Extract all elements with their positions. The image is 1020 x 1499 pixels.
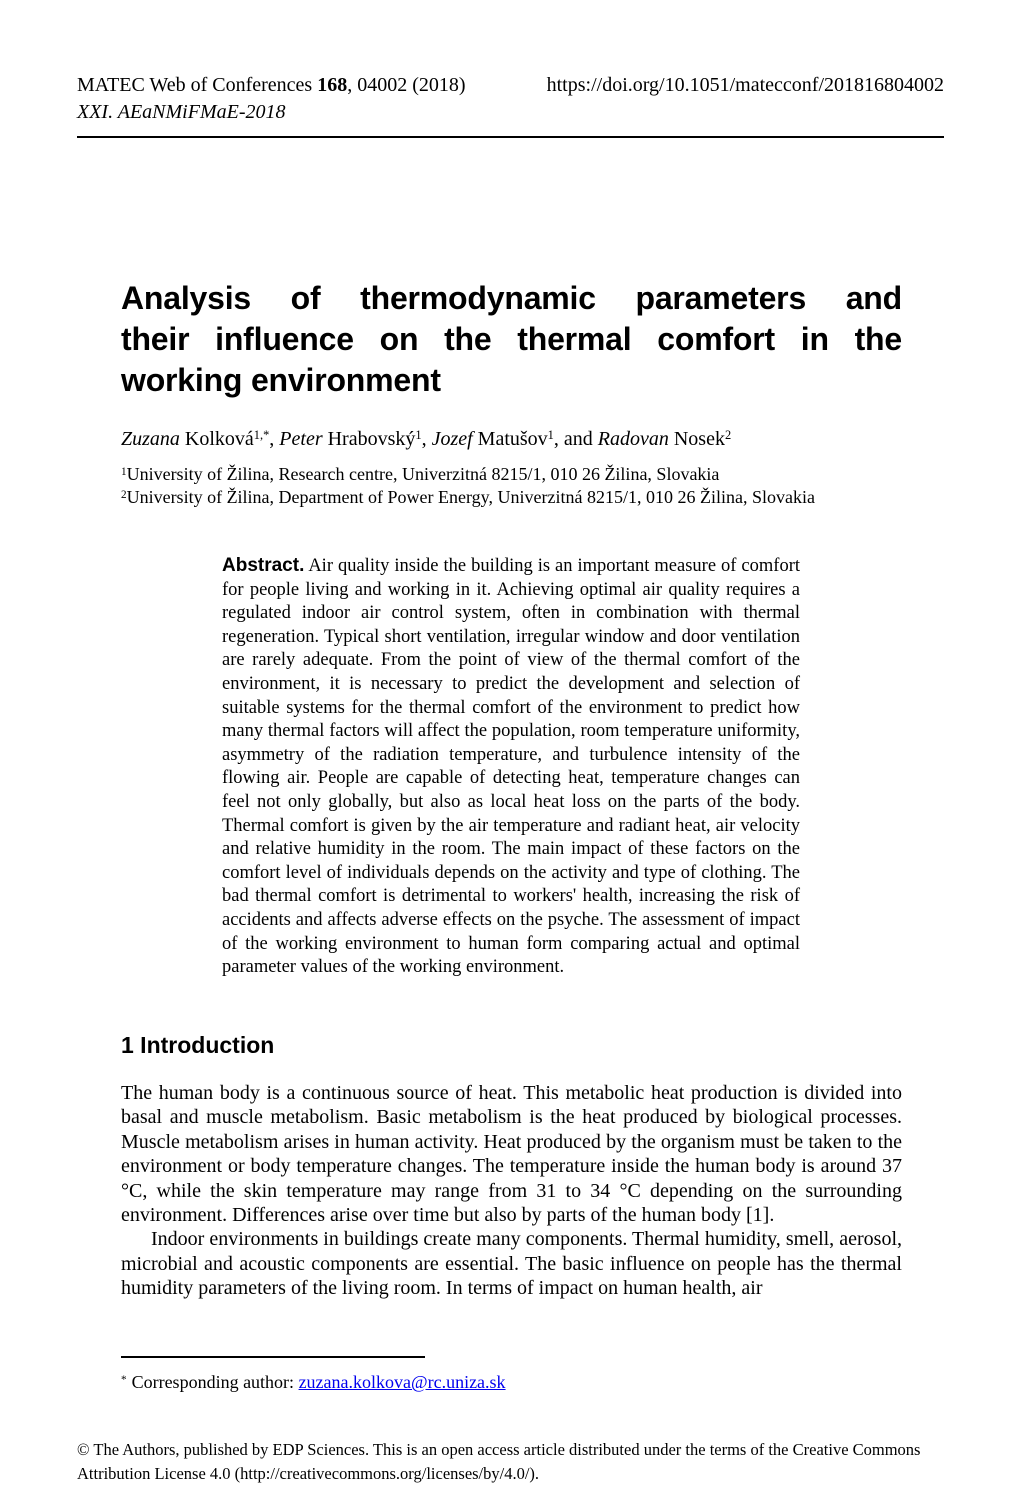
author-1-first-name: Zuzana bbox=[121, 428, 185, 450]
introduction-paragraph-2: Indoor environments in buildings create many components. Thermal humidity, smell, aerosol, microbial and acoustic components are essential. The basic influence on people has the thermal humidity parameters of the living room. In terms of impact on human health, air bbox=[121, 1228, 902, 1300]
section-heading-introduction: 1 Introduction bbox=[121, 1032, 275, 1058]
affiliation-1-marker: 1 bbox=[121, 465, 127, 478]
footnote-asterisk-marker: * bbox=[121, 1373, 127, 1386]
conference-name: XXI. AEaNMiFMaE-2018 bbox=[77, 101, 286, 123]
journal-article-info: , 04002 (2018) bbox=[347, 74, 466, 96]
author-3-first-name: Jozef bbox=[431, 428, 478, 450]
author-2-first-name: Peter bbox=[279, 428, 328, 450]
author-list bbox=[121, 428, 902, 451]
author-2-last-name: Hrabovský bbox=[327, 428, 416, 450]
abstract-block bbox=[222, 554, 800, 980]
page-header bbox=[77, 72, 944, 138]
journal-name: MATEC Web of Conferences bbox=[77, 74, 318, 96]
author-3-last-name: Matušov bbox=[477, 428, 548, 450]
footnote-label: Corresponding author: bbox=[131, 1372, 299, 1392]
title-line-3: working environment bbox=[121, 362, 441, 398]
author-4-last-name: Nosek bbox=[673, 428, 725, 450]
author-separator: , bbox=[269, 428, 280, 450]
author-1-last-name: Kolková bbox=[184, 428, 254, 450]
copyright-notice bbox=[77, 1438, 967, 1486]
corresponding-author-footnote bbox=[121, 1372, 902, 1393]
affiliation-1 bbox=[121, 463, 922, 486]
author-4-affiliation-marker: 2 bbox=[724, 428, 732, 443]
author-3-affiliation-marker: 1 bbox=[547, 428, 554, 443]
article-title bbox=[121, 278, 902, 401]
abstract-label: Abstract. bbox=[222, 555, 305, 576]
introduction-body bbox=[121, 1081, 902, 1301]
author-4-first-name: Radovan bbox=[597, 428, 674, 450]
author-2-affiliation-marker: 1 bbox=[415, 428, 422, 443]
journal-citation bbox=[77, 72, 466, 99]
title-line-2: their influence on the thermal comfort in the bbox=[121, 321, 902, 357]
author-separator: , bbox=[421, 428, 432, 450]
header-line-1 bbox=[77, 72, 944, 99]
affiliation-2-marker: 2 bbox=[121, 488, 127, 501]
introduction-paragraph-1: The human body is a continuous source of heat. This metabolic heat production is divided into basal and muscle metabolism. Basic metabolism is the heat produced by biological processes. Muscle metabolism arises in human activity. Heat produced by the organism must be taken to the environment or body temperature changes. The temperature inside the human body is around 37 °C, while the skin temperature may range from 31 to 34 °C depending on the surrounding environment. Differences arise over time but also by parts of the human body [1]. bbox=[121, 1082, 902, 1227]
affiliation-1-text: University of Žilina, Research centre, Univerzitná 8215/1, 010 26 Žilina, Slovakia bbox=[126, 464, 720, 484]
corresponding-author-email-link[interactable]: zuzana.kolkova@rc.uniza.sk bbox=[298, 1372, 506, 1392]
copyright-line-2: Attribution License 4.0 (http://creativecommons.org/licenses/by/4.0/). bbox=[77, 1464, 540, 1483]
author-separator: , and bbox=[553, 428, 598, 450]
abstract-text: Air quality inside the building is an important measure of comfort for people living and working in it. Achieving optimal air quality requires a regulated indoor air control system, often in combination with thermal regeneration. Typical short ventilation, irregular window and door ventilation are rarely adequate. From the point of view of the thermal comfort of the environment, it is necessary to predict the development and selection of suitable systems for the thermal comfort of the environment to predict how many thermal factors will affect the population, room temperature uniformity, asymmetry of the radiation temperature, and turbulence intensity of the flowing air. People are capable of detecting heat, temperature changes can feel not only globally, but also as local heat loss on the parts of the body. Thermal comfort is given by the air temperature and radiant heat, air velocity and relative humidity in the room. The main impact of these factors on the comfort level of individuals depends on the activity and type of clothing. The bad thermal comfort is detrimental to workers' health, increasing the risk of accidents and affects adverse effects on the psyche. The assessment of impact of the working environment to human form comparing actual and optimal parameter values of the working environment. bbox=[222, 556, 800, 978]
affiliation-list bbox=[121, 463, 922, 509]
title-line-1: Analysis of thermodynamic parameters and bbox=[121, 280, 902, 316]
doi-text: https://doi.org/10.1051/matecconf/201816804002 bbox=[546, 74, 944, 96]
author-1-affiliation-marker: 1,* bbox=[253, 428, 270, 443]
copyright-line-1: © The Authors, published by EDP Sciences. This is an open access article distributed under the terms of the Creative Commons bbox=[77, 1440, 921, 1459]
affiliation-2-text: University of Žilina, Department of Power Energy, Univerzitná 8215/1, 010 26 Žilina, Slovakia bbox=[126, 487, 815, 507]
affiliation-2 bbox=[121, 486, 922, 509]
footnote-divider bbox=[121, 1356, 425, 1358]
journal-volume: 168 bbox=[317, 74, 348, 96]
